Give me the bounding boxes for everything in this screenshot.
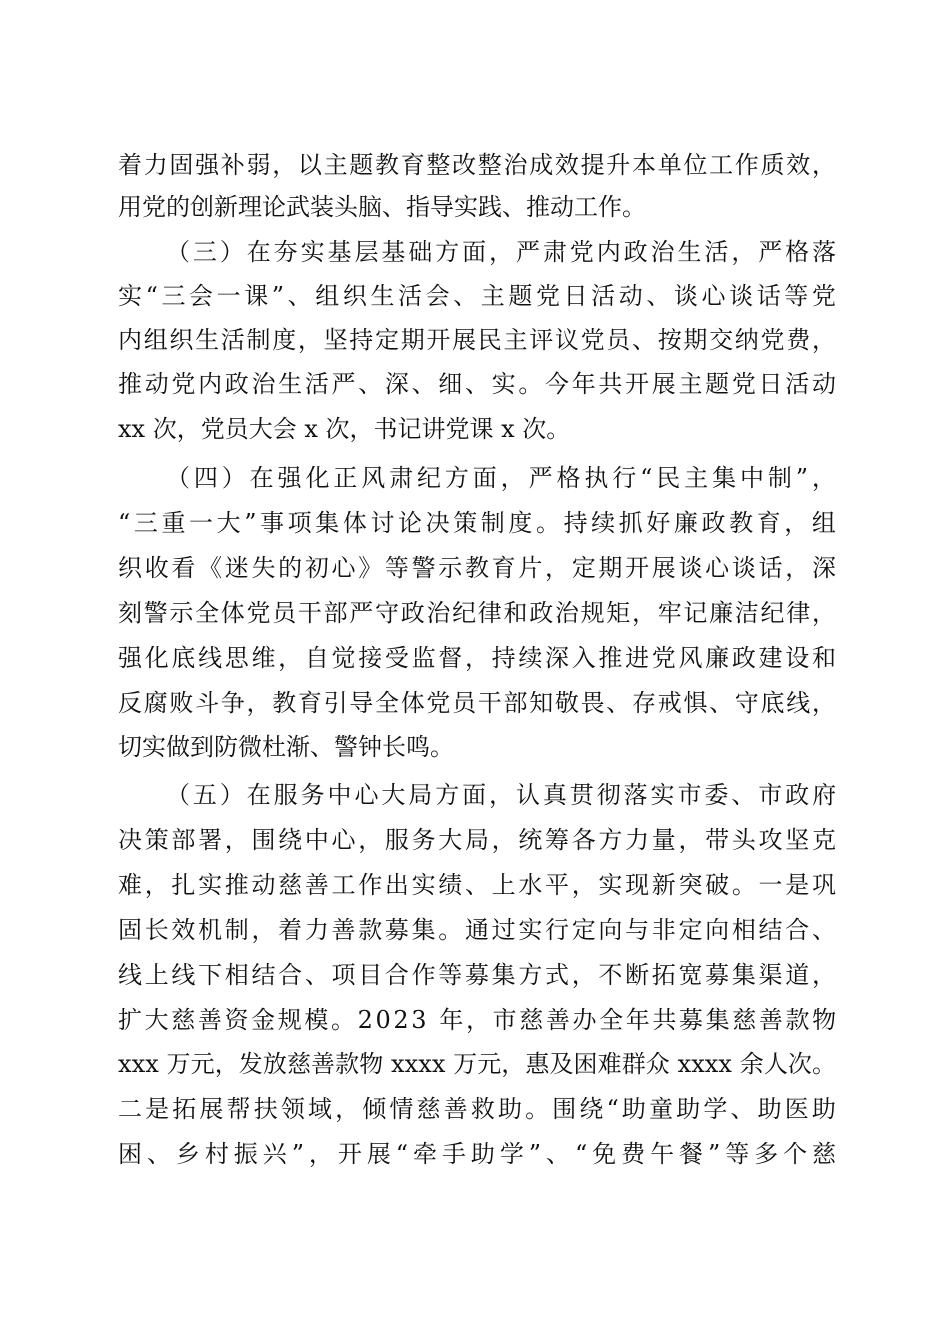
paragraph-5-heading-line: （五）在服务中心大局方面，认真贯彻落实市委、市政府 <box>166 781 839 809</box>
text-line: 着力固强补弱，以主题教育整改整治成效提升本单位工作质效， <box>118 151 838 179</box>
paragraph-3-heading-line: （三）在夯实基层基础方面，严肃党内政治生活，严格落 <box>166 238 839 266</box>
text-line: 内组织生活制度，坚持定期开展民主评议党员、按期交纳党费， <box>118 326 838 354</box>
text-line: 困、乡村振兴”，开展“牵手助学”、“免费午餐”等多个慈 <box>118 1140 841 1168</box>
text-line: 线上线下相结合、项目合作等募集方式，不断拓宽募集渠道， <box>118 961 839 989</box>
text-line: 强化底线思维，自觉接受监督，持续深入推进党风廉政建设和 <box>118 644 839 672</box>
text-line: 反腐败斗争，教育引导全体党员干部知敬畏、存戒惧、守底线， <box>118 689 838 717</box>
text-line: xx 次，党员大会 x 次，书记讲党课 x 次。 <box>118 415 571 443</box>
text-line: 难，扎实推动慈善工作出实绩、上水平，实现新突破。一是巩 <box>118 871 839 899</box>
text-line: 织收看《迷失的初心》等警示教育片，定期开展谈心谈话，深 <box>118 554 839 582</box>
text-line: 切实做到防微杜渐、警钟长鸣。 <box>118 733 454 761</box>
text-line: 扩大慈善资金规模。2023 年，市慈善办全年共募集慈善款物 <box>118 1006 839 1034</box>
text-line: 刻警示全体党员干部严守政治纪律和政治规矩，牢记廉洁纪律， <box>118 599 838 627</box>
text-line: 用党的创新理论武装头脑、指导实践、推动工作。 <box>118 193 646 221</box>
text-line: 二是拓展帮扶领域，倾情慈善救助。围绕“助童助学、助医助 <box>118 1095 840 1123</box>
text-line: 推动党内政治生活严、深、细、实。今年共开展主题党日活动 <box>118 370 839 398</box>
paragraph-4-heading-line: （四）在强化正风肃纪方面，严格执行“民主集中制”， <box>166 464 840 492</box>
text-line: “三重一大”事项集体讨论决策制度。持续抓好廉政教育，组 <box>118 509 840 537</box>
text-line: 实“三会一课”、组织生活会、主题党日活动、谈心谈话等党 <box>118 282 840 310</box>
text-line: 固长效机制，着力善款募集。通过实行定向与非定向相结合、 <box>118 916 839 944</box>
text-line: 决策部署，围绕中心，服务大局，统筹各方力量，带头攻坚克 <box>118 826 839 854</box>
text-line: xxx 万元，发放慈善款物 xxxx 万元，惠及困难群众 xxxx 余人次。 <box>118 1050 837 1078</box>
